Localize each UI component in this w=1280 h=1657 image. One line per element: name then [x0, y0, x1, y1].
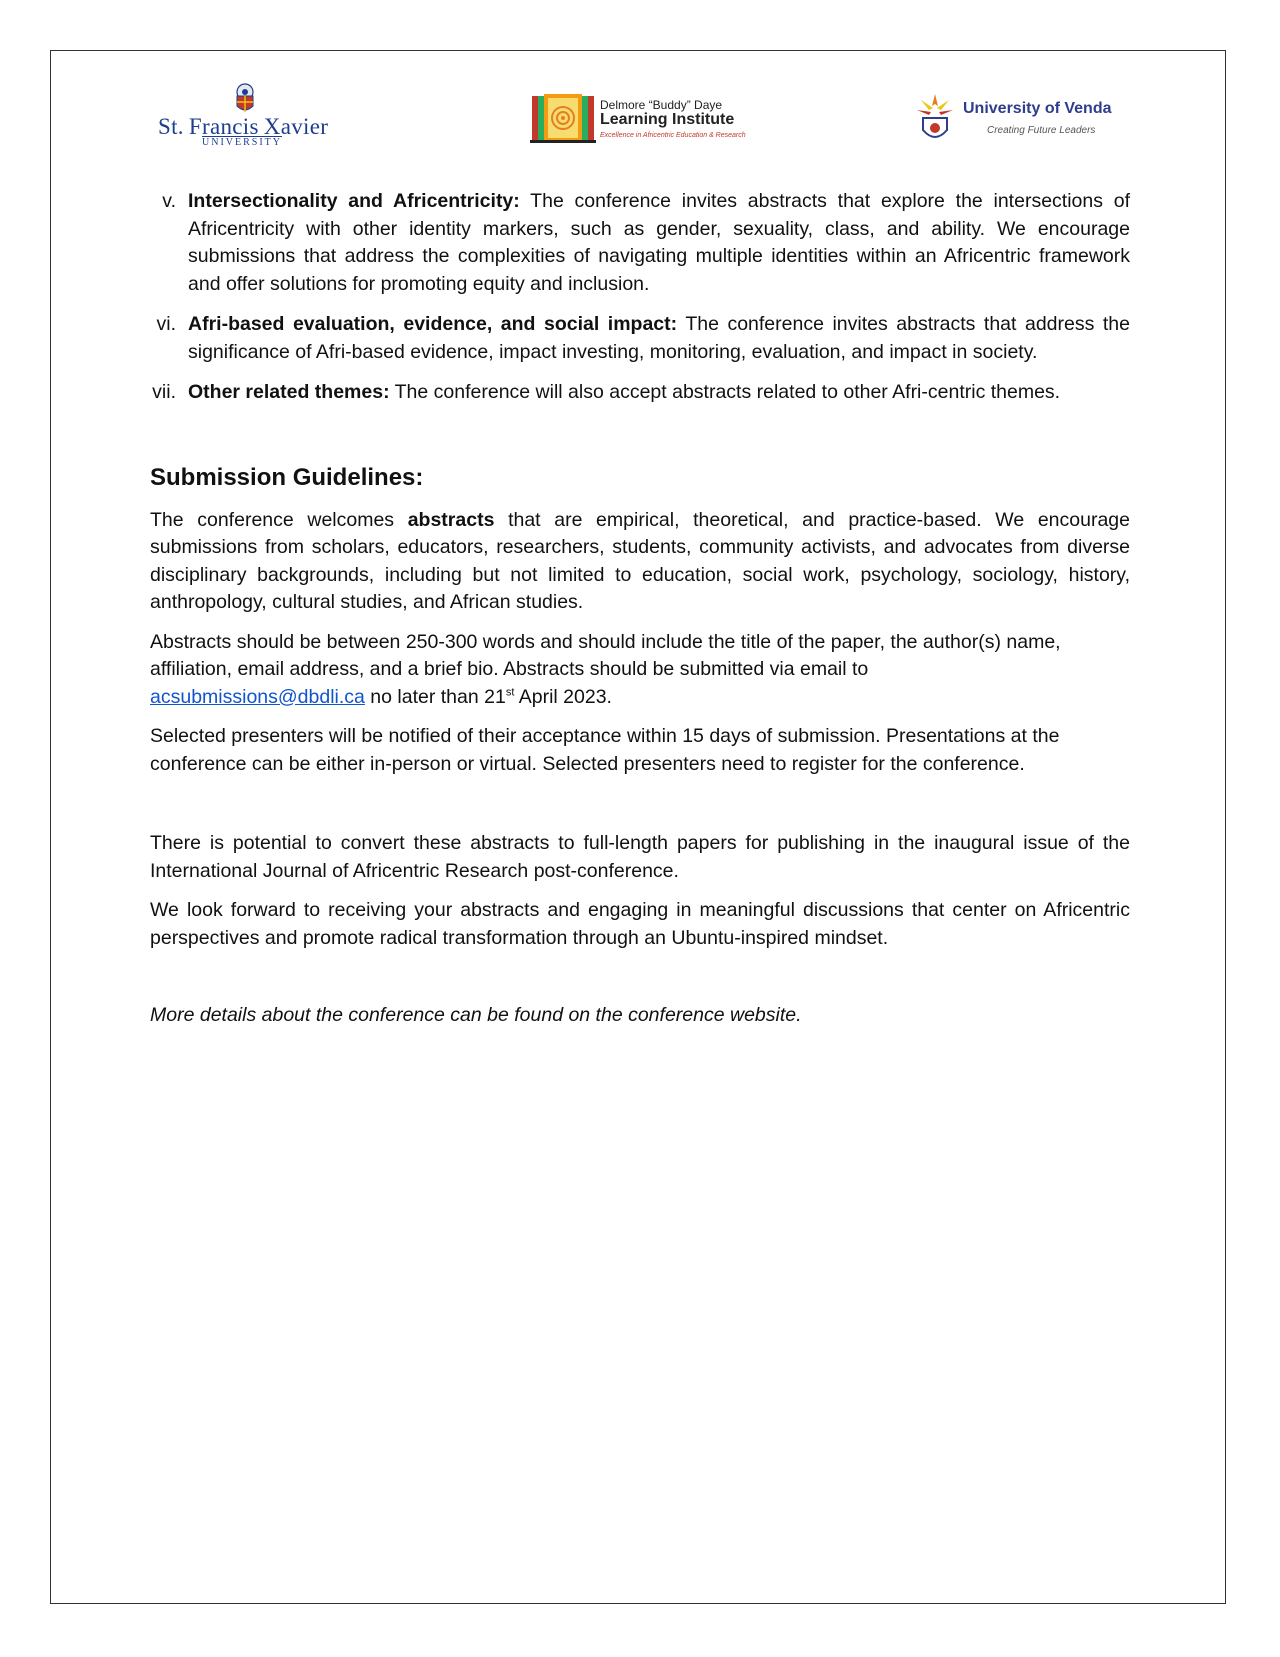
- theme-title: Other related themes:: [188, 381, 390, 403]
- email-link[interactable]: acsubmissions@dbdli.ca: [150, 685, 365, 708]
- theme-number: vii.: [152, 381, 176, 403]
- theme-text: The conference invites abstracts that explore the intersections of Africentricity with other identity markers, such as gender, sexuality, class, and ability. We encourage submissions that address the complexities of navigating multiple identities within an Africentric framework and offer solutions for promoting equity and inclusion.: [188, 190, 1130, 295]
- theme-title: Intersectionality and Africentricity:: [188, 190, 520, 212]
- theme-item: [150, 188, 1130, 298]
- stfx-crest-icon: [228, 82, 262, 116]
- theme-number: v.: [162, 190, 176, 212]
- dbdli-logo: [530, 80, 760, 160]
- guidelines-paragraph-5: We look forward to receiving your abstracts and engaging in meaningful discussions that center on Africentric perspectives and promote radical transformation through an Ubuntu-inspired mindset.: [150, 899, 1130, 949]
- theme-item: [150, 311, 1130, 366]
- guidelines-paragraph-4: There is potential to convert these abstracts to full-length papers for publishing in the inaugural issue of the International Journal of Africentric Research post-conference.: [150, 832, 1130, 882]
- theme-text: The conference invites abstracts that address the significance of Afri-based evidence, impact investing, monitoring, evaluation, and impact in society.: [188, 313, 1130, 363]
- section-heading: Submission Guidelines:: [150, 463, 424, 491]
- univen-name: University of Venda: [963, 100, 1112, 117]
- book-icon: [530, 92, 596, 144]
- theme-title: Afri-based evaluation, evidence, and social impact:: [188, 313, 678, 335]
- guidelines-paragraph-1: The conference welcomes abstracts that are empirical, theoretical, and practice-based. We encourage submissions from scholars, educators, researchers, students, community activists, and advocates from diverse disciplinary backgrounds, including but not limited to education, social work, psychology, sociology, history, anthropology, cultural studies, and African studies.: [150, 508, 1130, 613]
- theme-number: vi.: [156, 313, 176, 335]
- stfx-logo: [150, 80, 340, 160]
- header-logos: [150, 80, 1120, 160]
- stfx-wordmark: St. Francis Xavier: [158, 114, 329, 139]
- univen-logo: [915, 80, 1120, 160]
- stfx-subtitle: UNIVERSITY: [202, 137, 282, 148]
- theme-item: [150, 379, 1130, 407]
- guidelines-paragraph-3: Selected presenters will be notified of their acceptance within 15 days of submission. Presentations at the conference can be either in-person or virtual. Selected presenters need to register for the conference.: [150, 725, 1060, 775]
- theme-text: The conference will also accept abstracts related to other Afri-centric themes.: [389, 381, 1061, 403]
- univen-tagline: Creating Future Leaders: [987, 125, 1096, 136]
- document-body: [150, 188, 1130, 1042]
- dbdli-line1: Delmore “Buddy” Daye: [600, 98, 723, 112]
- univen-emblem-icon: [915, 90, 955, 150]
- abstracts-emphasis: abstracts: [407, 508, 495, 531]
- dbdli-tagline: Excellence in Africentric Education & Research: [600, 132, 746, 139]
- closing-note: More details about the conference can be found on the conference website.: [150, 1004, 802, 1026]
- guidelines-paragraph-2: Abstracts should be between 250-300 words and should include the title of the paper, the author(s) name, affiliation, email address, and a brief bio. Abstracts should be submitted via email to acsubmissions@dbdli.ca no later than 21st April 2023.: [150, 630, 1061, 708]
- dbdli-line2: Learning Institute: [600, 111, 735, 128]
